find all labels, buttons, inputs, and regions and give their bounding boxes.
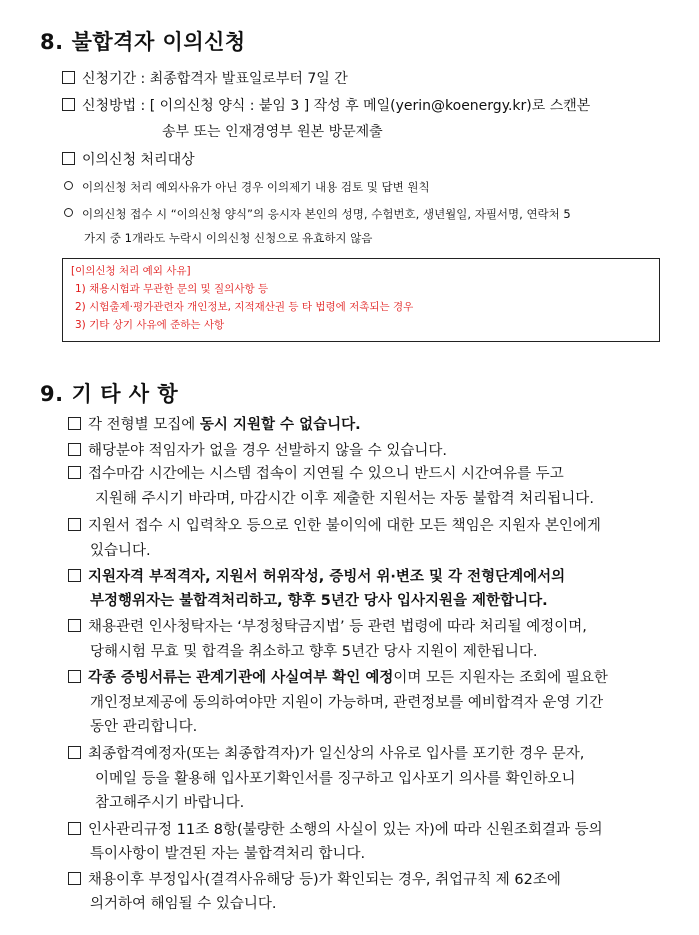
item-text-bold: 부정행위자는 불합격처리하고, 향후 5년간 당사 입사지원을 제한합니다. [90, 593, 548, 609]
item-text-continued: 지원해 주시기 바라며, 마감시간 이후 제출한 지원서는 자동 불합격 처리됩니다. [95, 491, 594, 507]
item-text-continued: 있습니다. [90, 543, 151, 559]
item-text-bold: 각종 증빙서류는 관계기관에 사실여부 확인 예정 [88, 670, 394, 686]
checkbox-square-icon [62, 98, 75, 111]
checkbox-square-icon [68, 670, 81, 683]
item-text: 최종합격예정자(또는 최종합격자)가 일신상의 사유로 입사를 포기한 경우 문자, [88, 746, 585, 762]
period-value: 최종합격자 발표일로부터 7일 간 [149, 71, 348, 87]
bullet-1 [64, 178, 430, 196]
section-8-title: 불합격자 이의신청 [71, 30, 246, 54]
item-text-continued: 특이사항이 발견된 자는 불합격처리 합니다. [90, 846, 366, 862]
list-item [68, 745, 584, 763]
period-row [62, 70, 348, 88]
bullet-2-text-1: 이의신청 접수 시 “이의신청 양식”의 응시자 본인의 성명, 수험번호, 생년월일, 자필서명, 연락처 5 [82, 207, 571, 221]
item-text: 해당분야 적임자가 없을 경우 선발하지 않을 수 있습니다. [88, 443, 448, 459]
item-text: 채용이후 부정입사(결격사유해당 등)가 확인되는 경우, 취업규칙 제 62조에 [88, 872, 561, 888]
bullet-1-text: 이의신청 처리 예외사유가 아닌 경우 이의제기 내용 검토 및 답변 원칙 [82, 180, 430, 194]
section-8-number: 8. [40, 30, 64, 54]
list-item [68, 871, 561, 889]
checkbox-square-icon [62, 71, 75, 84]
checkbox-square-icon [68, 443, 81, 456]
list-item [68, 821, 603, 839]
section-9-title: 기 타 사 항 [71, 382, 179, 406]
period-separator: : [136, 71, 150, 87]
item-text-continued: 참고해주시기 바랍니다. [95, 795, 245, 811]
item-text-bold-continued [90, 592, 548, 610]
item-text-continued: 동안 관리합니다. [90, 719, 198, 735]
item-text: 이며 모든 지원자는 조회에 필요한 [393, 670, 608, 686]
section-9-heading [40, 378, 178, 408]
bullet-2-text-2: 가지 중 1개라도 누락시 이의신청 신청으로 유효하지 않음 [84, 231, 373, 245]
item-text: 접수마감 시간에는 시스템 접속이 지연될 수 있으니 반드시 시간여유를 두고 [88, 466, 564, 482]
method-value-2: 송부 또는 인재경영부 원본 방문제출 [162, 124, 383, 140]
item-text-continued: 개인정보제공에 동의하여야만 지원이 가능하며, 관련정보를 예비합격자 운영 기간 [90, 695, 604, 711]
item-text-continued: 이메일 등을 활용해 입사포기확인서를 징구하고 입사포기 의사를 확인하오니 [95, 771, 576, 787]
item-text: 각 전형별 모집에 [88, 417, 200, 433]
item-text-bold: 동시 지원할 수 없습니다. [199, 417, 361, 433]
exception-title: [이의신청 처리 예외 사유] [71, 265, 191, 277]
method-row [62, 97, 590, 115]
circle-bullet-icon [64, 208, 73, 217]
exception-item: 2) 시험출제·평가관련자 개인정보, 지적재산권 등 타 법령에 저촉되는 경우 [75, 301, 414, 313]
section-8-heading [40, 26, 246, 56]
checkbox-square-icon [68, 417, 81, 430]
item-text: 인사관리규정 11조 8항(불량한 소행의 사실이 있는 자)에 따라 신원조회결과 등의 [88, 822, 603, 838]
checkbox-square-icon [68, 569, 81, 582]
list-item [68, 517, 601, 535]
checkbox-square-icon [68, 619, 81, 632]
method-value-1: [ 이의신청 양식 : 붙임 3 ] 작성 후 메일(yerin@koenergy.kr)로 스캔본 [149, 98, 591, 114]
section-9-number: 9. [40, 382, 64, 406]
item-text: 지원서 접수 시 입력착오 등으로 인한 불이익에 대한 모든 책임은 지원자 본인에게 [88, 518, 601, 534]
checkbox-square-icon [68, 822, 81, 835]
list-item [68, 618, 587, 636]
item-text: 채용관련 인사청탁자는 ‘부정청탁금지법’ 등 관련 법령에 따라 처리될 예정이며, [88, 619, 587, 635]
handling-row [62, 151, 195, 169]
bullet-2 [64, 205, 571, 223]
list-item [68, 568, 565, 586]
item-text-continued: 당해시험 무효 및 합격을 취소하고 향후 5년간 당사 지원이 제한됩니다. [90, 644, 538, 660]
checkbox-square-icon [68, 466, 81, 479]
checkbox-square-icon [68, 872, 81, 885]
list-item [68, 669, 608, 687]
checkbox-square-icon [68, 518, 81, 531]
item-text-bold: 지원자격 부적격자, 지원서 허위작성, 증빙서 위·변조 및 각 전형단계에서의 [88, 569, 566, 585]
exception-notice-box [62, 258, 660, 342]
circle-bullet-icon [64, 181, 73, 190]
exception-item: 1) 채용시험과 무관한 문의 및 질의사항 등 [75, 283, 269, 295]
checkbox-square-icon [62, 152, 75, 165]
method-label: 신청방법 [82, 98, 137, 114]
method-separator: : [136, 98, 150, 114]
period-label: 신청기간 [82, 71, 137, 87]
list-item [68, 442, 447, 460]
checkbox-square-icon [68, 746, 81, 759]
exception-item: 3) 기타 상기 사유에 준하는 사항 [75, 319, 225, 331]
handling-title: 이의신청 처리대상 [82, 152, 195, 168]
item-text-continued: 의거하여 해임될 수 있습니다. [90, 896, 277, 912]
list-item [68, 416, 361, 434]
list-item [68, 465, 564, 483]
